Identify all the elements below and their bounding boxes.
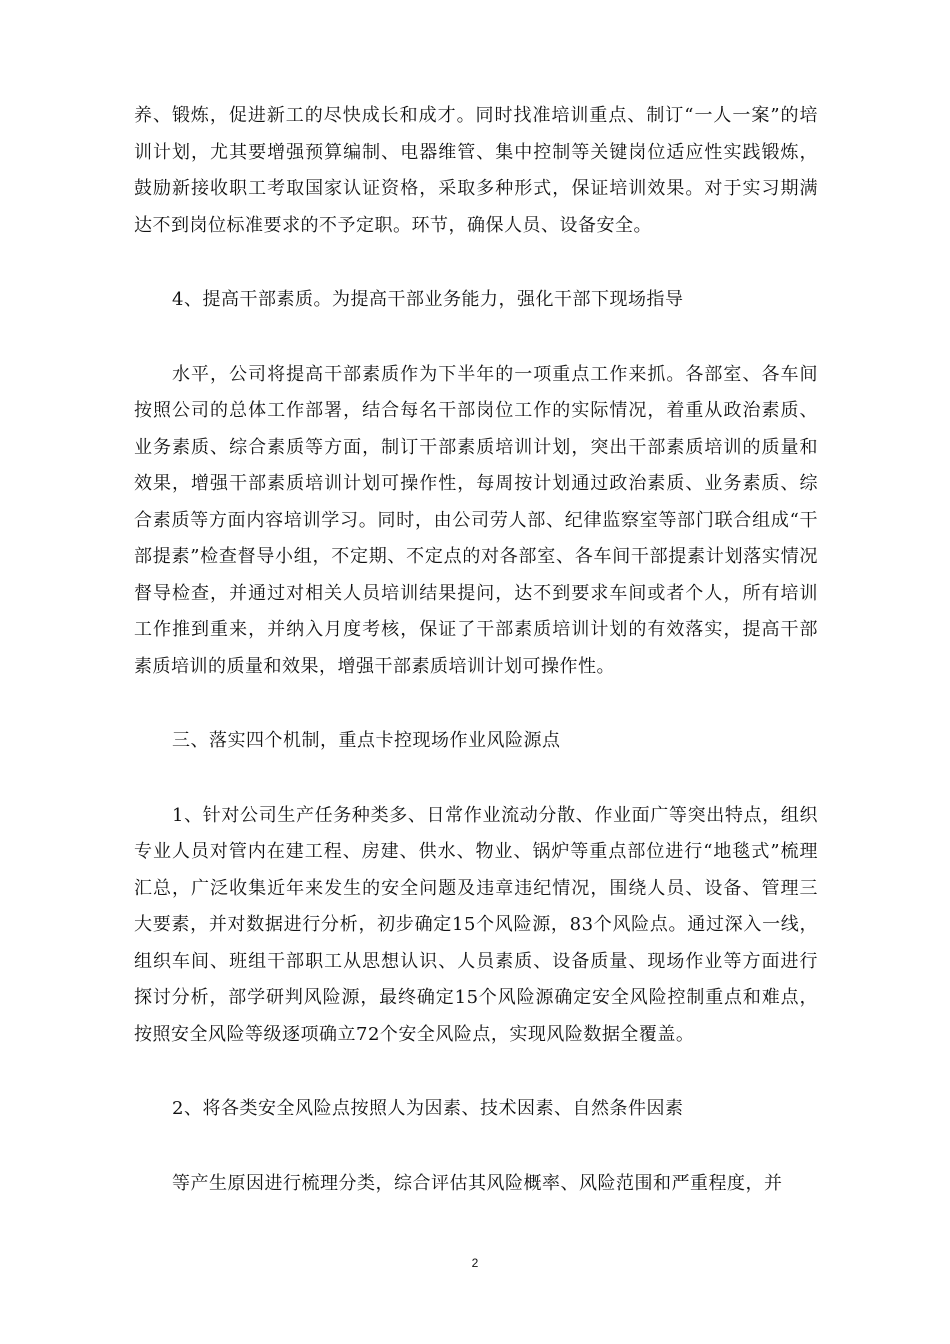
paragraph-training-continuation: 养、锻炼，促进新工的尽快成长和成才。同时找准培训重点、制订“一人一案”的培训计划，尤其要增强预算编制、电器维管、集中控制等关键岗位适应性实践锻炼，鼓励新接收职工考取国家认证资格，采取多种形式，保证培训效果。对于实习期满达不到岗位标准要求的不予定职。环节，确保人员、设备安全。 [134, 105, 818, 236]
document-body [134, 98, 818, 1202]
paragraph-cadre-quality-heading: 4、提高干部素质。为提高干部业务能力，强化干部下现场指导 [172, 289, 684, 310]
section-heading-mechanisms: 三、落实四个机制，重点卡控现场作业风险源点 [172, 730, 561, 751]
paragraph-cadre-quality-body: 水平，公司将提高干部素质作为下半年的一项重点工作来抓。各部室、各车间按照公司的总体工作部署，结合每名干部岗位工作的实际情况，着重从政治素质、业务素质、综合素质等方面，制订干部素质培训计划，突出干部素质培训的质量和效果，增强干部素质培训计划可操作性，每周按计划通过政治素质、业务素质、综合素质等方面内容培训学习。同时，由公司劳人部、纪律监察室等部门联合组成“干部提素”检查督导小组，不定期、不定点的对各部室、各车间干部提素计划落实情况督导检查，并通过对相关人员培训结果提问，达不到要求车间或者个人，所有培训工作推到重来，并纳入月度考核，保证了干部素质培训计划的有效落实，提高干部素质培训的质量和效果，增强干部素质培训计划可操作性。 [134, 363, 818, 677]
paragraph-risk-classification-heading: 2、将各类安全风险点按照人为因素、技术因素、自然条件因素 [172, 1098, 684, 1119]
paragraph-risk-sources: 1、针对公司生产任务种类多、日常作业流动分散、作业面广等突出特点，组织专业人员对管内在建工程、房建、供水、物业、锅炉等重点部位进行“地毯式”梳理汇总，广泛收集近年来发生的安全问题及违章违纪情况，围绕人员、设备、管理三大要素，并对数据进行分析，初步确定15个风险源，83个风险点。通过深入一线，组织车间、班组干部职工从思想认识、人员素质、设备质量、现场作业等方面进行探讨分析，部学研判风险源，最终确定15个风险源确定安全风险控制重点和难点，按照安全风险等级逐项确立72个安全风险点，实现风险数据全覆盖。 [134, 804, 818, 1045]
paragraph-risk-classification-body: 等产生原因进行梳理分类，综合评估其风险概率、风险范围和严重程度，并 [172, 1172, 783, 1194]
page-number: 2 [471, 1256, 479, 1270]
